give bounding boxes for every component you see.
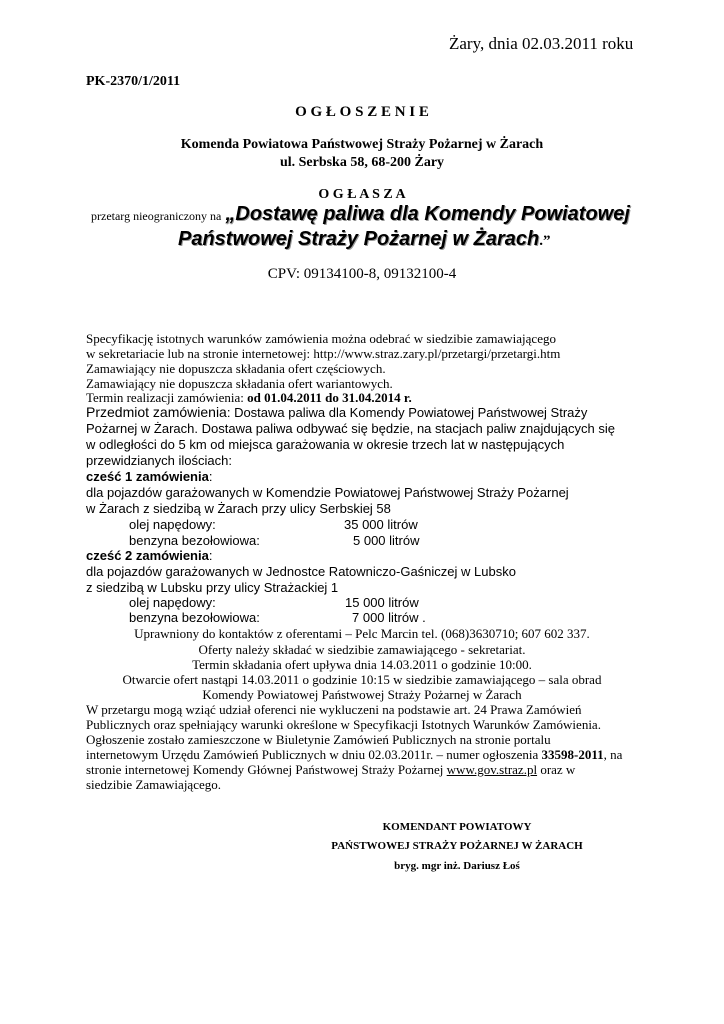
part2-fuel2-qty: 7 000 litrów . <box>352 610 426 625</box>
part2-colon: : <box>208 548 213 563</box>
part2-line-2: z siedzibą w Lubsku przy ulicy Strażackiej 1 <box>86 580 339 595</box>
signature-title-2: PAŃSTWOWEJ STRAŻY POŻARNEJ W ŻARACH <box>331 840 583 852</box>
part2-heading <box>86 548 212 563</box>
term-value: od 01.04.2011 do 31.04.2014 r. <box>247 390 412 405</box>
place-date: Żary, dnia 02.03.2011 roku <box>449 34 634 53</box>
tender-title-line2 <box>178 228 550 251</box>
part2-line-1: dla pojazdów garażowanych w Jednostce Ratowniczo-Gaśniczej w Lubsko <box>86 564 516 579</box>
subject-text-2a: Pożarnej w Żarach <box>86 421 195 436</box>
part1-line-1: dla pojazdów garażowanych w Komendzie Powiatowej Państwowej Straży Pożarnej <box>86 485 569 500</box>
part1-heading <box>86 469 212 484</box>
tender-prefix: przetarg nieograniczony na <box>91 209 222 223</box>
contact-person: Uprawniony do kontaktów z oferentami – Pelc Marcin tel. (068)3630710; 607 602 337. <box>134 626 590 641</box>
no-partial-offers: Zamawiający nie dopuszcza składania ofert częściowych. <box>86 361 386 376</box>
document-title: O G Ł O S Z E N I E <box>295 104 429 120</box>
paragraph-line-5a: stronie internetowej Komendy Głównej Państwowej Straży Pożarnej <box>86 762 447 777</box>
org-name: Komenda Powiatowa Państwowej Straży Pożarnej w Żarach <box>180 137 544 152</box>
part1-fuel1-name: olej napędowy: <box>129 517 216 532</box>
paragraph-line-4c: , na <box>603 747 623 762</box>
paragraph-line-3: Ogłoszenie zostało zamieszczone w Biuletynie Zamówień Publicznych na stronie portalu <box>86 732 551 747</box>
subject-line-4: przewidzianych ilościach: <box>86 453 232 468</box>
subject-line-3: w odległości do 5 km od miejsca garażowania w okresie trzech lat w następujących <box>86 437 565 452</box>
announces-heading: O G Ł A S Z A <box>318 187 406 202</box>
spec-line-1: Specyfikację istotnych warunków zamówienia można odebrać w siedzibie zamawiającego <box>86 331 556 346</box>
paragraph-line-6: siedzibie Zamawiającego. <box>86 777 221 792</box>
part1-line-2: w Żarach z siedzibą w Żarach przy ulicy Serbskiej 58 <box>86 501 391 516</box>
part2-label: cześć 2 zamówienia <box>86 548 209 563</box>
tender-title-end: .” <box>539 233 551 249</box>
paragraph-line-4a: internetowym Urzędu Zamówień Publicznych w dniu 02.03.2011r. – numer ogłoszenia <box>86 747 542 762</box>
reference-number: PK-2370/1/2011 <box>86 74 181 89</box>
tender-title-part2: Państwowej Straży Pożarnej w Żarach <box>178 228 540 250</box>
opening-line-2: Komendy Powiatowej Państwowej Straży Pożarnej w Żarach <box>202 687 522 702</box>
part2-fuel1-name: olej napędowy: <box>129 595 216 610</box>
paragraph-line-1: W przetargu mogą wziąć udział oferenci nie wykluczeni na podstawie art. 24 Prawa Zamówień <box>86 702 582 717</box>
subject-label: Przedmiot zamówienia <box>86 404 227 420</box>
no-variant-offers: Zamawiający nie dopuszcza składania ofert wariantowych. <box>86 376 393 391</box>
part1-label: cześć 1 zamówienia <box>86 469 209 484</box>
subject-line-1 <box>86 404 587 420</box>
part1-colon: : <box>208 469 213 484</box>
org-address: ul. Serbska 58, 68-200 Żary <box>279 155 445 170</box>
part1-fuel1-qty: 35 000 litrów <box>344 517 418 532</box>
cpv-codes: CPV: 09134100-8, 09132100-4 <box>267 266 457 282</box>
term-label: Termin realizacji zamówienia: <box>86 390 244 405</box>
paragraph-line-2: Publicznych oraz spełniający warunki określone w Specyfikacji Istotnych Warunków Zamówienia. <box>86 717 601 732</box>
paragraph-line-5b: oraz w <box>537 762 576 777</box>
part1-fuel2-name: benzyna bezołowiowa: <box>129 533 260 548</box>
subject-text-2b: . Dostawa paliwa odbywać się będzie, na stacjach paliw znajdujących się <box>194 421 615 436</box>
subject-line-2 <box>86 421 615 436</box>
signature-title-1: KOMENDANT POWIATOWY <box>382 821 532 833</box>
offers-place: Oferty należy składać w siedzibie zamawiającego - sekretariat. <box>198 642 526 657</box>
spec-line-2: w sekretariacie lub na stronie internetowej: http://www.straz.zary.pl/przetargi/przetargi.htm <box>86 346 561 361</box>
part2-fuel1-qty: 15 000 litrów <box>345 595 419 610</box>
website-link[interactable]: www.gov.straz.pl <box>446 762 538 777</box>
offers-deadline: Termin składania ofert upływa dnia 14.03.2011 o godzinie 10:00. <box>192 657 532 672</box>
paragraph-line-4 <box>86 747 622 763</box>
part1-fuel2-qty: 5 000 litrów <box>353 533 420 548</box>
tender-title-line1 <box>91 203 630 226</box>
announcement-number: 33598-2011 <box>541 747 604 762</box>
tender-title-part1: „Dostawę paliwa dla Komendy Powiatowej <box>225 203 630 225</box>
opening-line-1: Otwarcie ofert nastąpi 14.03.2011 o godzinie 10:15 w siedzibie zamawiającego – sala obrad <box>122 672 602 687</box>
signature-name: bryg. mgr inż. Dariusz Łoś <box>394 860 520 872</box>
paragraph-line-5 <box>86 762 575 778</box>
part2-fuel2-name: benzyna bezołowiowa: <box>129 610 260 625</box>
subject-text-1: : Dostawa paliwa dla Komendy Powiatowej Państwowej Straży <box>226 405 588 420</box>
